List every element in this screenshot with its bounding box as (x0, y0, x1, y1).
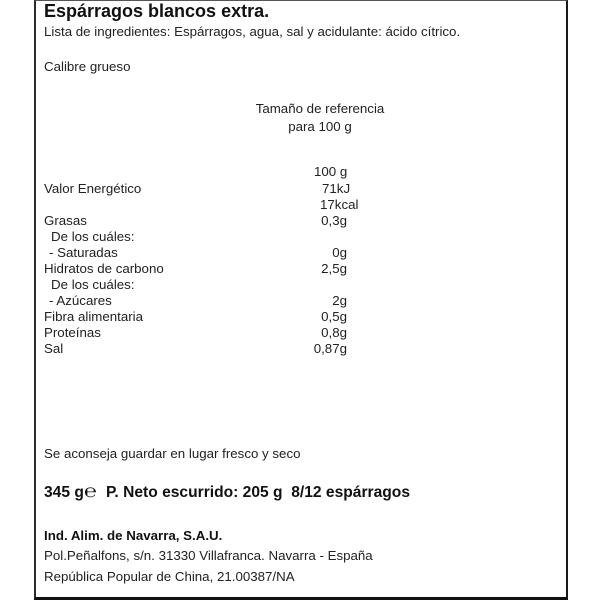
asparagus-count: 8/12 espárragos (291, 484, 410, 501)
nutrition-row-carbs-subheader: De los cuáles: (51, 277, 135, 292)
weights-line (44, 481, 410, 502)
nutrition-row-salt-label: Sal (44, 341, 64, 356)
reference-size-header (250, 100, 390, 136)
nutrition-row-fat-subheader: De los cuáles: (51, 229, 135, 244)
nutrition-row-sugars-label: - Azúcares (49, 293, 112, 308)
energy-kcal: 17kcal (320, 197, 359, 212)
reference-line-1: Tamaño de referencia (255, 101, 385, 116)
energy-label: Valor Energético (44, 181, 142, 196)
nutrition-row-salt-value: 0,87g (313, 341, 347, 356)
nutrition-row-saturated-label: - Saturadas (49, 245, 118, 260)
estimated-sign-icon: ℮ (83, 481, 97, 502)
caliber-text: Calibre grueso (44, 59, 131, 74)
nutrition-row-fat-value: 0,3g (321, 213, 347, 228)
nutrition-row-fiber-label: Fibra alimentaria (44, 309, 144, 324)
label-border (34, 0, 568, 600)
drained-weight: P. Neto escurrido: 205 g (106, 484, 283, 501)
ingredients-list: Lista de ingredientes: Espárragos, agua, sal y acidulante: ácido cítrico. (44, 24, 461, 39)
nutrition-row-fat-label: Grasas (44, 213, 87, 228)
nutrition-row-protein-label: Proteínas (44, 325, 101, 340)
reference-line-2: para 100 g (288, 119, 352, 134)
nutrition-row-sugars-value: 2g (332, 293, 347, 308)
nutrition-row-saturated-value: 0g (332, 245, 347, 260)
storage-instructions: Se aconseja guardar en lugar fresco y seco (44, 446, 301, 461)
manufacturer-address: Pol.Peñalfons, s/n. 31330 Villafranca. Navarra - España (44, 548, 373, 563)
manufacturer-name: Ind. Alim. de Navarra, S.A.U. (44, 528, 223, 543)
nutrition-row-carbs-label: Hidratos de carbono (44, 261, 164, 276)
nutrition-column-header: 100 g (314, 164, 348, 179)
nutrition-row-protein-value: 0,8g (321, 325, 347, 340)
product-title: Espárragos blancos extra. (44, 1, 270, 21)
energy-kj: 71kJ (322, 181, 351, 196)
product-origin: República Popular de China, 21.00387/NA (44, 569, 295, 584)
nutrition-row-carbs-value: 2,5g (321, 261, 347, 276)
nutrition-row-fiber-value: 0,5g (321, 309, 347, 324)
net-weight: 345 g (44, 484, 84, 501)
